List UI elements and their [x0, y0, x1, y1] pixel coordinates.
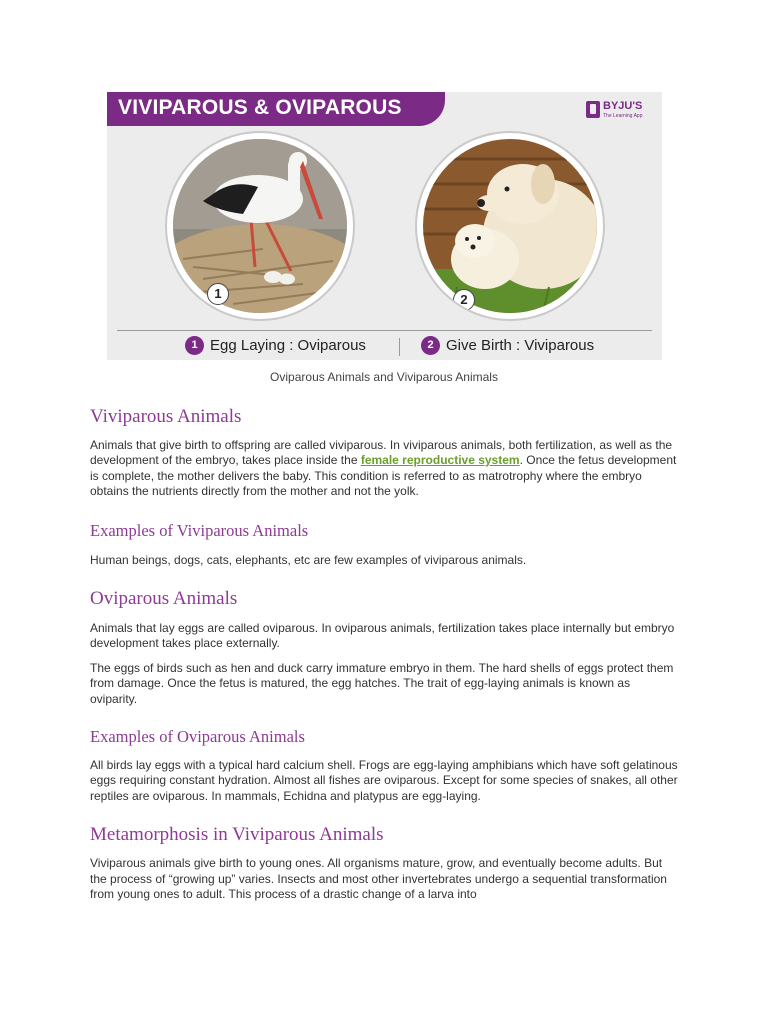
female-reproductive-system-link[interactable]: female reproductive system [360, 453, 520, 468]
paragraph-oviparous-1: Animals that lay eggs are called oviparous. In oviparous animals, fertilization takes place internally but embryo development takes place externally. [90, 621, 675, 651]
paragraph-viviparous-text-2: . Once the fetus development is complete, the mother delivers the baby. This condition is referred to as matrotrophy where the embryo obtains the nutrients directly from the mother and not the yolk. [90, 453, 677, 499]
article-body [90, 402, 680, 903]
paragraph-oviparous-2: The eggs of birds such as hen and duck carry immature embryo in them. The hard shells of eggs protect them from damage. Once the fetus is matured, the egg hatches. The trait of egg-laying animals is known as oviparity. [90, 660, 674, 706]
heading-examples-viviparous: Examples of Viviparous Animals [90, 520, 309, 540]
label-text-2: Give Birth : Viviparous [446, 337, 595, 354]
banner-divider [117, 330, 652, 331]
heading-examples-oviparous: Examples of Oviparous Animals [90, 727, 305, 747]
logo-name: BYJU'S [603, 100, 643, 112]
label-egg-laying [185, 336, 366, 358]
image-number-badge-1: 1 [207, 283, 229, 305]
heading-oviparous-animals: Oviparous Animals [90, 588, 238, 610]
paragraph-examples-viviparous: Human beings, dogs, cats, elephants, etc are few examples of viviparous animals. [90, 552, 527, 567]
viviparous-oviparous-banner [107, 92, 662, 360]
heading-viviparous-animals: Viviparous Animals [90, 406, 242, 427]
banner-title: VIVIPAROUS & OVIPAROUS [118, 96, 402, 119]
label-give-birth [421, 336, 594, 358]
dog-puppy-photo [415, 131, 605, 321]
label-text-1: Egg Laying : Oviparous [210, 337, 366, 354]
logo-tagline: The Learning App [603, 113, 643, 119]
image-number-badge-2: 2 [453, 289, 475, 311]
paragraph-examples-oviparous: All birds lay eggs with a typical hard calcium shell. Frogs are egg-laying amphibians which have soft gelatinous eggs requiring constant hydration. Almost all fishes are oviparous. Except for some species of snakes, all other reptiles are oviparous. In mammals, Echidna and platypus are egg-laying. [90, 758, 678, 803]
byjus-logo-icon [586, 101, 600, 118]
stork-nest-photo [165, 131, 355, 321]
paragraph-viviparous [90, 438, 680, 500]
byjus-logo [586, 100, 652, 122]
image-caption: Oviparous Animals and Viviparous Animals [270, 370, 498, 384]
paragraph-metamorphosis: Viviparous animals give birth to young ones. All organisms mature, grow, and eventually become adults. But the process of “growing up” varies. Insects and most other invertebrates undergo a sequential transformation from young ones to adult. This process of a drastic change of a larva into [90, 856, 667, 902]
label-badge-1: 1 [185, 336, 204, 355]
paragraph-viviparous-text-1: Animals that give birth to offspring are called viviparous. In viviparous animals, both fertilization, as well as the development of the embryo, takes place inside the [90, 438, 673, 468]
banner-title-bar [107, 92, 445, 126]
stork-illustration [173, 139, 347, 313]
label-badge-2: 2 [421, 336, 440, 355]
dog-illustration [423, 139, 597, 313]
label-separator [399, 338, 400, 356]
heading-metamorphosis: Metamorphosis in Viviparous Animals [90, 824, 384, 846]
